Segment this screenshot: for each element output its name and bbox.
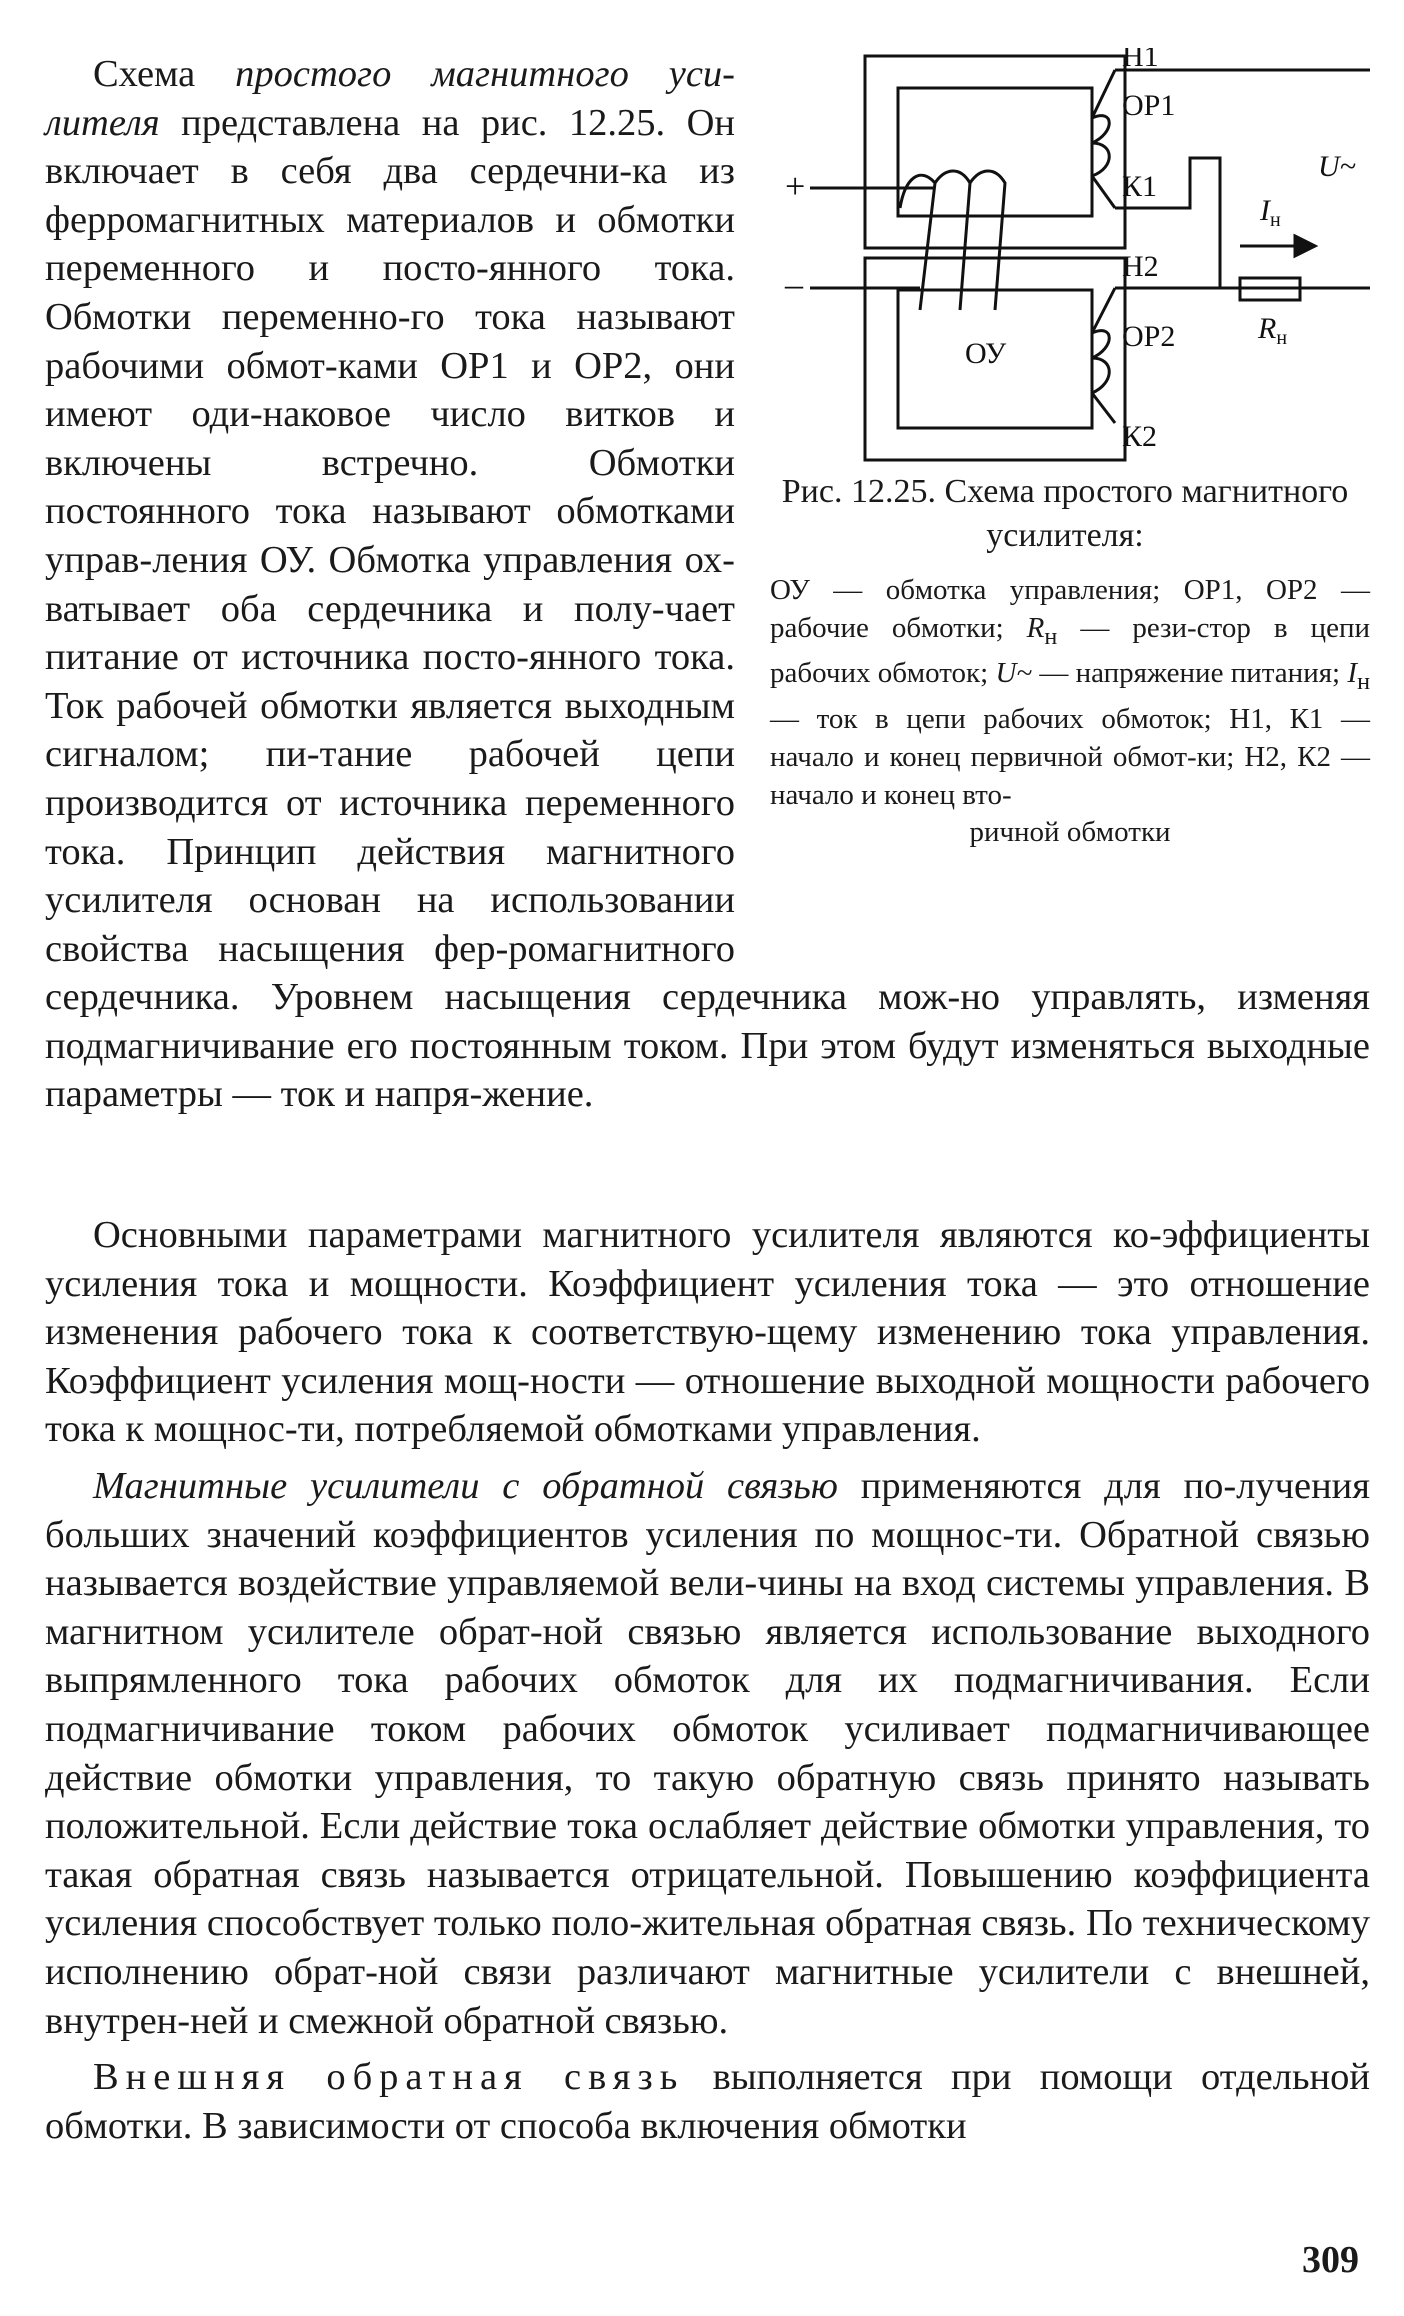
label-op2: ОР2 <box>1122 320 1176 353</box>
body-text <box>45 1211 1370 2150</box>
label-u: U~ <box>1318 150 1356 183</box>
label-op1: ОР1 <box>1122 89 1176 122</box>
label-minus: – <box>785 264 803 304</box>
label-r: $R_н$ <box>1258 312 1288 349</box>
paragraph-1: Схема простого магнитного уси-лителя представлена на рис. 12.25. Он включает в себя два сердечни-ка из ферромагнитных материалов и обмотки переменного и посто-янного тока. Обмотки переменно-го тока называют рабочими обмот-ками ОР1 и ОР2, они имеют оди-наковое число витков и включены встречно. Обмотки постоянного тока называют обмотками управ-ления ОУ. Обмотка управления ох-ватывает оба сердечника и полу-чает питание от источника посто-янного тока. Ток рабочей обмотки является выходным сигналом; пи-тание рабочей цепи производится от источника переменного тока. Принцип действия магнитного усилителя основан на использовании свойства насыщения фер-ромагнитного сердечника. Уровнем насыщения сердечника мож-но управлять, изменяя подмагничивание его постоянным током. При этом будут изменяться выходные параметры — ток и напря-жение. <box>45 53 1370 1116</box>
figure-caption: Рис. 12.25. Схема простого магнитного усилителя: <box>781 473 1349 554</box>
paragraph-2: Основными параметрами магнитного усилителя являются ко-эффициенты усиления тока и мощности. Коэффициент усиления тока — это отношение изменения рабочего тока к соответствую-щему изменению тока управления. Коэффициент усиления мощ-ности — отношение выходной мощности рабочего тока к мощнос-ти, потребляемой обмотками управления. <box>45 1214 1370 1451</box>
page-number: 309 <box>1302 2239 1359 2281</box>
label-h1: Н1 <box>1122 48 1159 73</box>
label-plus: + <box>785 166 806 206</box>
label-k2: К2 <box>1122 420 1158 453</box>
label-k1: К1 <box>1122 170 1158 203</box>
label-i: $I_н$ <box>1260 194 1281 231</box>
label-h2: Н2 <box>1122 250 1159 283</box>
paragraph-4: Внешняя обратная связь выполняется при помощи отдельной обмотки. В зависимости от способа включения обмотки <box>45 2056 1370 2147</box>
figure-legend: ОУ — обмотка управления; ОР1, ОР2 — рабочие обмотки; $R_н$ — рези-стор в цепи рабочих обмоток; U~ — напряжение питания; $I_н$ — ток в цепи рабочих обмоток; Н1, К1 — начало и конец первичной обмот-ки; Н2, К2 — начало и конец вто- ричной обмотки <box>770 574 1370 849</box>
paragraph-3: Магнитные усилители с обратной связью применяются для по-лучения больших значений коэффициентов усиления по мощнос-ти. Обратной связью называется воздействие управляемой вели-чины на вход системы управления. В магнитном усилителе обрат-ной связью является использование выходного выпрямленного тока рабочих обмоток для их подмагничивания. Если подмагничивание током рабочих обмоток усиливает подмагничивающее действие обмотки управления, то такую обратную связь принято называть положительной. Если действие тока ослабляет действие обмотки управления, то такая обратная связь называется отрицательной. Повышению коэффициента усиления способствует только поло-жительная обратная связь. По техническому исполнению обрат-ной связи различают магнитные усилители с внешней, внутрен-ней и смежной обратной связью. <box>45 1464 1370 2042</box>
label-ou: ОУ <box>965 337 1007 370</box>
